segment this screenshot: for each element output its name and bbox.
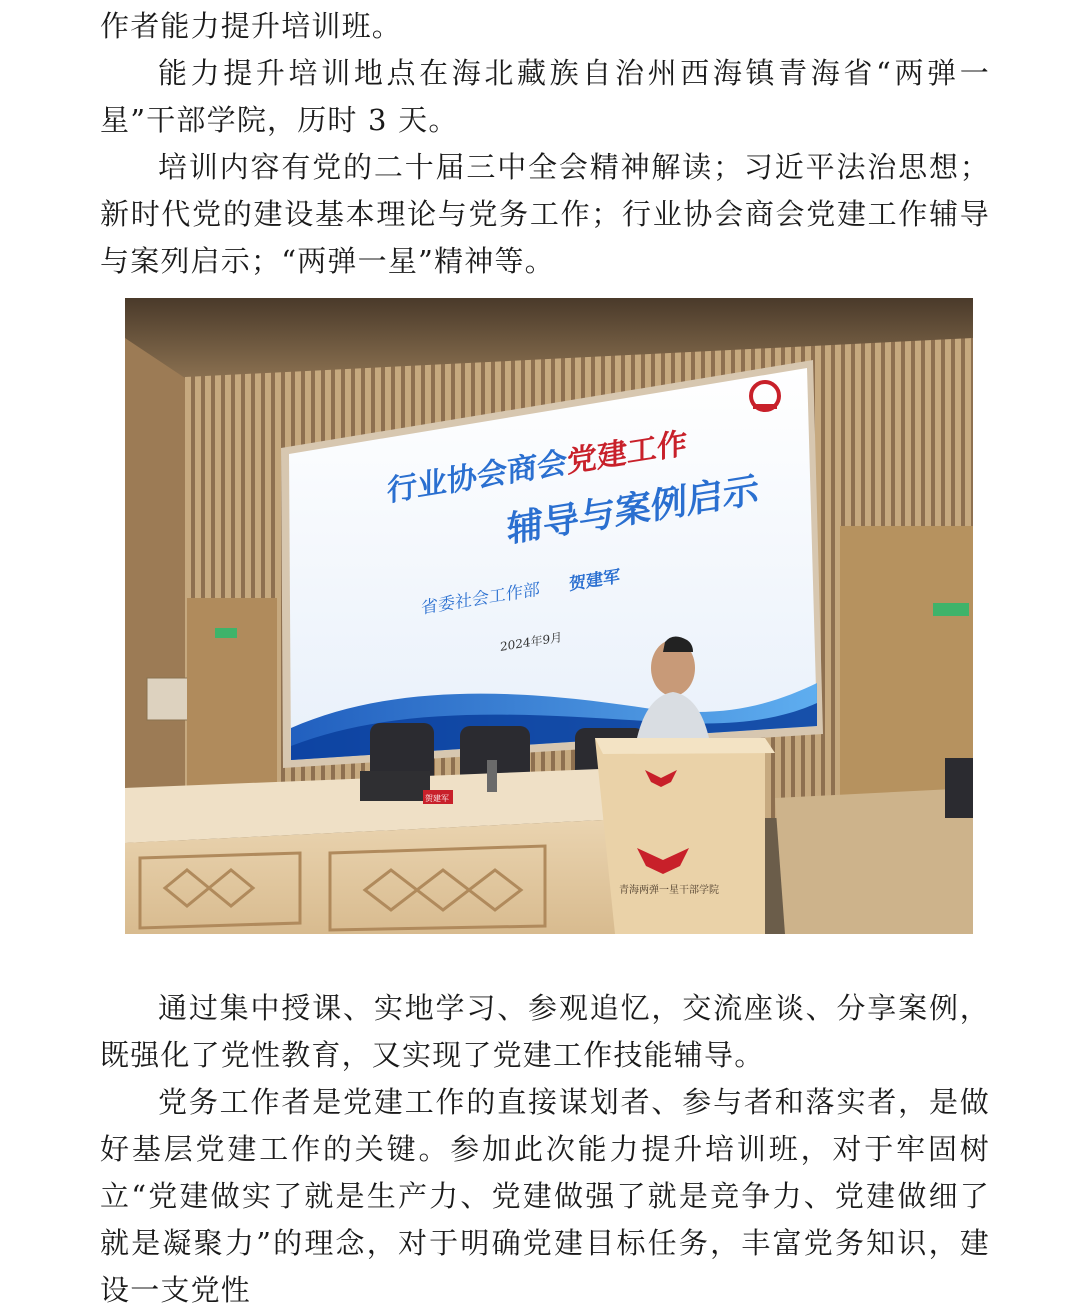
exit-sign xyxy=(215,628,237,638)
slide-title-line1: 行业协会商会党建工作 xyxy=(386,426,687,510)
paragraph-1: 能力提升培训地点在海北藏族自治州西海镇青海省“两弹一星”干部学院，历时 3 天。 xyxy=(100,56,990,137)
cup xyxy=(487,760,497,792)
podium xyxy=(595,738,765,934)
podium-text: 青海两弹一星干部学院 xyxy=(619,885,719,896)
podium-top xyxy=(595,738,775,754)
paragraph-3: 通过集中授课、实地学习、参观追忆，交流座谈、分享案例，既强化了党性教育，又实现了党建工作技能辅导。 xyxy=(100,991,990,1072)
paragraph-4: 党务工作者是党建工作的直接谋划者、参与者和落实者，是做好基层党建工作的关键。参加此次能力提升培训班，对于牢固树立“党建做实了就是生产力、党建做强了就是竞争力、党建做细了就是凝聚力”的理念，对于明确党建目标任务，丰富党务知识，建设一支党性 xyxy=(100,1085,990,1307)
left-wall xyxy=(125,338,185,858)
name-card-text: 贺建军 xyxy=(425,794,449,803)
side-seating xyxy=(775,788,973,934)
paragraph-0: 作者能力提升培训班。 xyxy=(100,9,403,43)
slide-date: 2024年9月 xyxy=(500,630,563,654)
slide-presenter-name: 贺建军 xyxy=(569,566,620,595)
chair xyxy=(945,758,973,818)
slide-presenter-org: 省委社会工作部 xyxy=(421,579,540,619)
paragraph-2: 培训内容有党的二十届三中全会精神解读；习近平法治思想；新时代党的建设基本理论与党务工作；行业协会商会党建工作辅导与案列启示；“两弹一星”精神等。 xyxy=(100,150,990,278)
lecture-photo xyxy=(125,298,973,934)
monitor xyxy=(360,771,430,801)
exit-sign-right xyxy=(933,603,969,616)
slide-title-line2: 辅导与案例启示 xyxy=(507,467,759,551)
